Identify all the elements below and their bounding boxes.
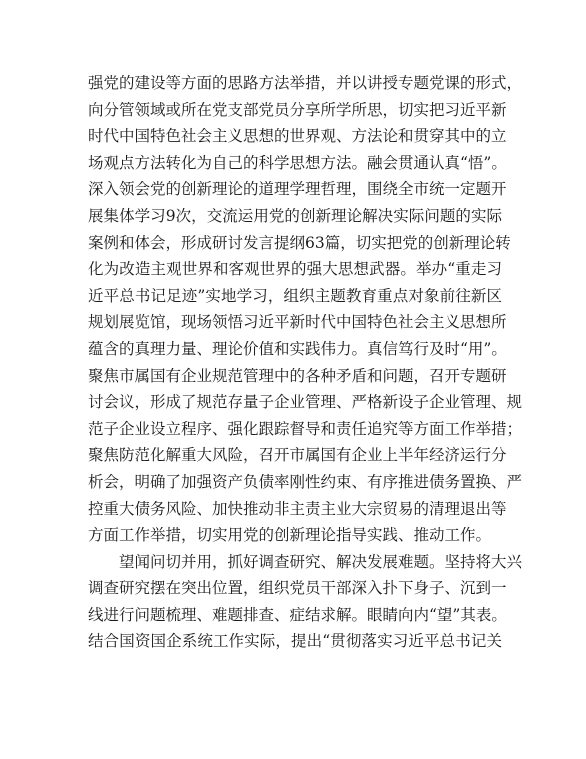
text-line: 望闻问切并用，抓好调查研究、解决发展难题。坚持将大兴	[119, 552, 523, 571]
text-line: 蕴含的真理力量、理论价值和实践伟力。真信笃行及时“用”。	[88, 339, 507, 358]
text-line: 结合国资国企系统工作实际，提出“贯彻落实习近平总书记关	[88, 632, 502, 651]
paragraph-1	[88, 70, 523, 549]
text-line: 展集体学习9次，交流运用党的创新理论解决实际问题的实际	[88, 206, 502, 225]
text-line: 化为改造主观世界和客观世界的强大思想武器。举办“重走习	[88, 260, 502, 279]
text-line: 场观点方法转化为自己的科学思想方法。融会贯通认真“悟”。	[88, 153, 507, 172]
paragraph-2	[88, 549, 523, 655]
text-line: 聚焦市属国有企业规范管理中的各种矛盾和问题，召开专题研	[88, 366, 507, 385]
text-line: 控重大债务风险、加快推动非主责主业大宗贸易的清理退出等	[88, 499, 507, 518]
text-line: 讨会议，形成了规范存量子企业管理、严格新设子企业管理、规	[88, 393, 523, 412]
text-line: 线进行问题梳理、难题排查、症结求解。眼睛向内“望”其表。	[88, 605, 507, 624]
document-body	[88, 70, 523, 655]
text-line: 调查研究摆在突出位置，组织党员干部深入扑下身子、沉到一	[88, 579, 507, 598]
text-line: 析会，明确了加强资产负债率刚性约束、有序推进债务置换、严	[88, 472, 523, 491]
text-line: 近平总书记足迹”实地学习，组织主题教育重点对象前往新区	[88, 286, 502, 305]
text-line: 时代中国特色社会主义思想的世界观、方法论和贯穿其中的立	[88, 127, 507, 146]
text-line: 聚焦防范化解重大风险，召开市属国有企业上半年经济运行分	[88, 446, 507, 465]
text-line: 案例和体会，形成研讨发言提纲63篇，切实把党的创新理论转	[88, 233, 511, 252]
text-line: 范子企业设立程序、强化跟踪督导和责任追究等方面工作举措；	[88, 419, 523, 438]
text-line: 深入领会党的创新理论的道理学理哲理，围绕全市统一定题开	[88, 180, 507, 199]
text-line: 规划展览馆，现场领悟习近平新时代中国特色社会主义思想所	[88, 313, 507, 332]
text-line: 强党的建设等方面的思路方法举措，并以讲授专题党课的形式，	[88, 74, 523, 92]
text-line: 向分管领域或所在党支部党员分享所学所思，切实把习近平新	[88, 100, 507, 119]
text-line: 方面工作举措，切实用党的创新理论指导实践、推动工作。	[88, 526, 492, 545]
